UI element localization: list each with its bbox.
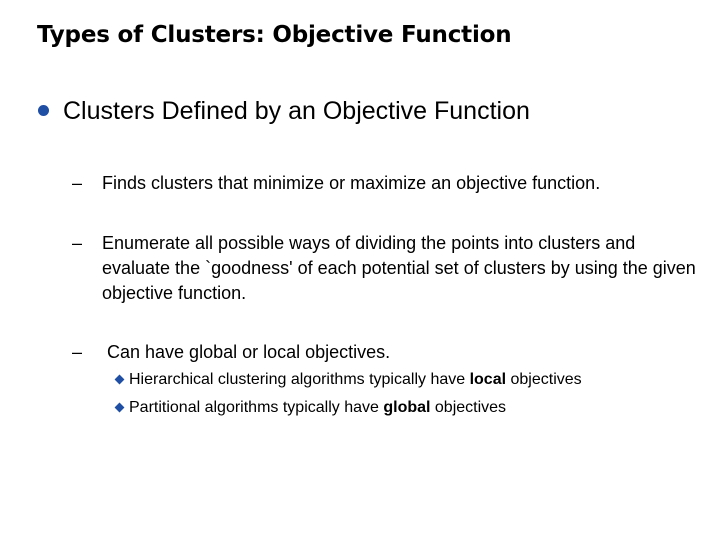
dash-bullet: – xyxy=(72,173,83,193)
sub-bullet-text: Can have global or local objectives. xyxy=(107,342,391,362)
emphasis-local: local xyxy=(469,371,507,388)
sub-bullet-text: Enumerate all possible ways of dividing the points into clusters and evaluate the `goodness' of each potential set of clusters by using the given objective function. xyxy=(102,233,696,303)
sub-bullet-text: Finds clusters that minimize or maximize an objective function. xyxy=(102,173,601,193)
text-run: objectives xyxy=(430,399,507,416)
slide-title: Types of Clusters: Objective Function xyxy=(37,22,512,48)
main-bullet-text: Clusters Defined by an Objective Function xyxy=(63,97,530,125)
text-run: Hierarchical clustering algorithms typically have xyxy=(129,371,470,388)
text-run: objectives xyxy=(506,371,582,388)
dash-bullet: – xyxy=(72,342,83,362)
sub-sub-bullet-text xyxy=(129,369,582,391)
diamond-bullet-icon xyxy=(115,375,125,385)
round-bullet-icon xyxy=(38,105,49,116)
sub-sub-bullet-text xyxy=(129,397,506,419)
text-run: Partitional algorithms typically have xyxy=(129,399,384,416)
emphasis-global: global xyxy=(383,399,431,416)
diamond-bullet-icon xyxy=(115,403,125,413)
dash-bullet: – xyxy=(72,233,83,253)
